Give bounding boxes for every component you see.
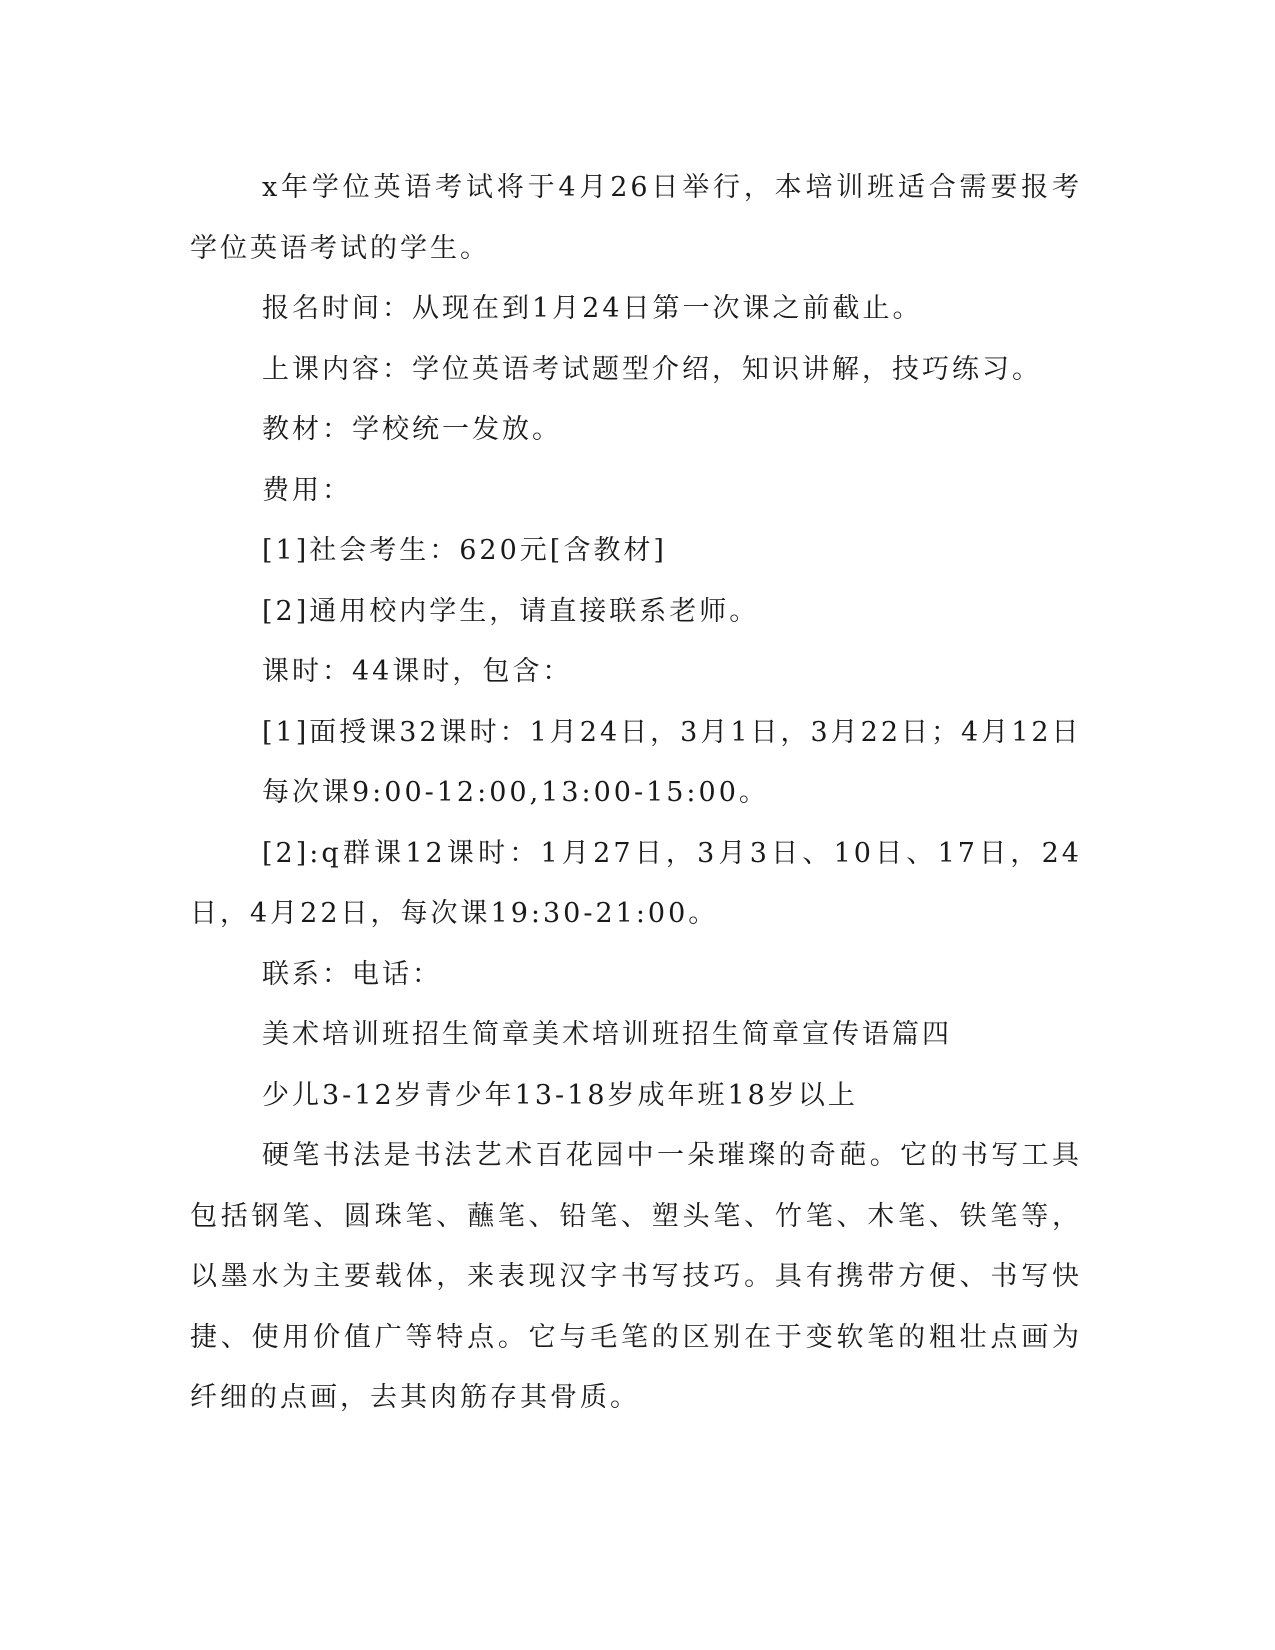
paragraph-section-title: 美术培训班招生简章美术培训班招生简章宣传语篇四 <box>262 1019 952 1050</box>
paragraph-in-person-classes: [1]面授课32课时：1月24日，3月1日，3月22日；4月12日 <box>262 716 1082 748</box>
paragraph-calligraphy-description: 硬笔书法是书法艺术百花园中一朵璀璨的奇葩。它的书写工具包括钢笔、圆珠笔、蘸笔、铅笔、塑头笔、竹笔、木笔、铁笔等，以墨水为主要载体，来表现汉字书写技巧。具有携带方便、书写快捷、使用价值广等特点。它与毛笔的区别在于变软笔的粗壮点画为纤细的点画，去其肉筋存其骨质。 <box>190 1140 1082 1413</box>
paragraph-fee-students: [2]通用校内学生，请直接联系老师。 <box>262 595 760 627</box>
paragraph-registration-time: 报名时间：从现在到1月24日第一次课之前截止。 <box>262 293 923 324</box>
paragraph-fee-heading: 费用： <box>262 474 352 506</box>
paragraph-class-times: 每次课9:00-12:00,13:00-15:00。 <box>262 777 769 808</box>
document-body <box>190 158 1082 1429</box>
paragraph-age-groups: 少儿3-12岁青少年13-18岁成年班18岁以上 <box>262 1079 858 1111</box>
paragraph-fee-public: [1]社会考生：620元[含教材] <box>262 535 667 566</box>
paragraph-online-classes: [2]:q群课12课时：1月27日，3月3日、10日、17日，24日，4月22日，每次课19:30-21:00。 <box>190 837 1082 929</box>
paragraph-class-hours: 课时：44课时，包含： <box>262 656 573 687</box>
paragraph-exam-intro: x年学位英语考试将于4月26日举行，本培训班适合需要报考学位英语考试的学生。 <box>190 172 1082 264</box>
paragraph-textbook: 教材：学校统一发放。 <box>262 414 562 445</box>
paragraph-contact: 联系：电话： <box>262 958 442 990</box>
paragraph-course-content: 上课内容：学位英语考试题型介绍，知识讲解，技巧练习。 <box>262 353 1042 385</box>
